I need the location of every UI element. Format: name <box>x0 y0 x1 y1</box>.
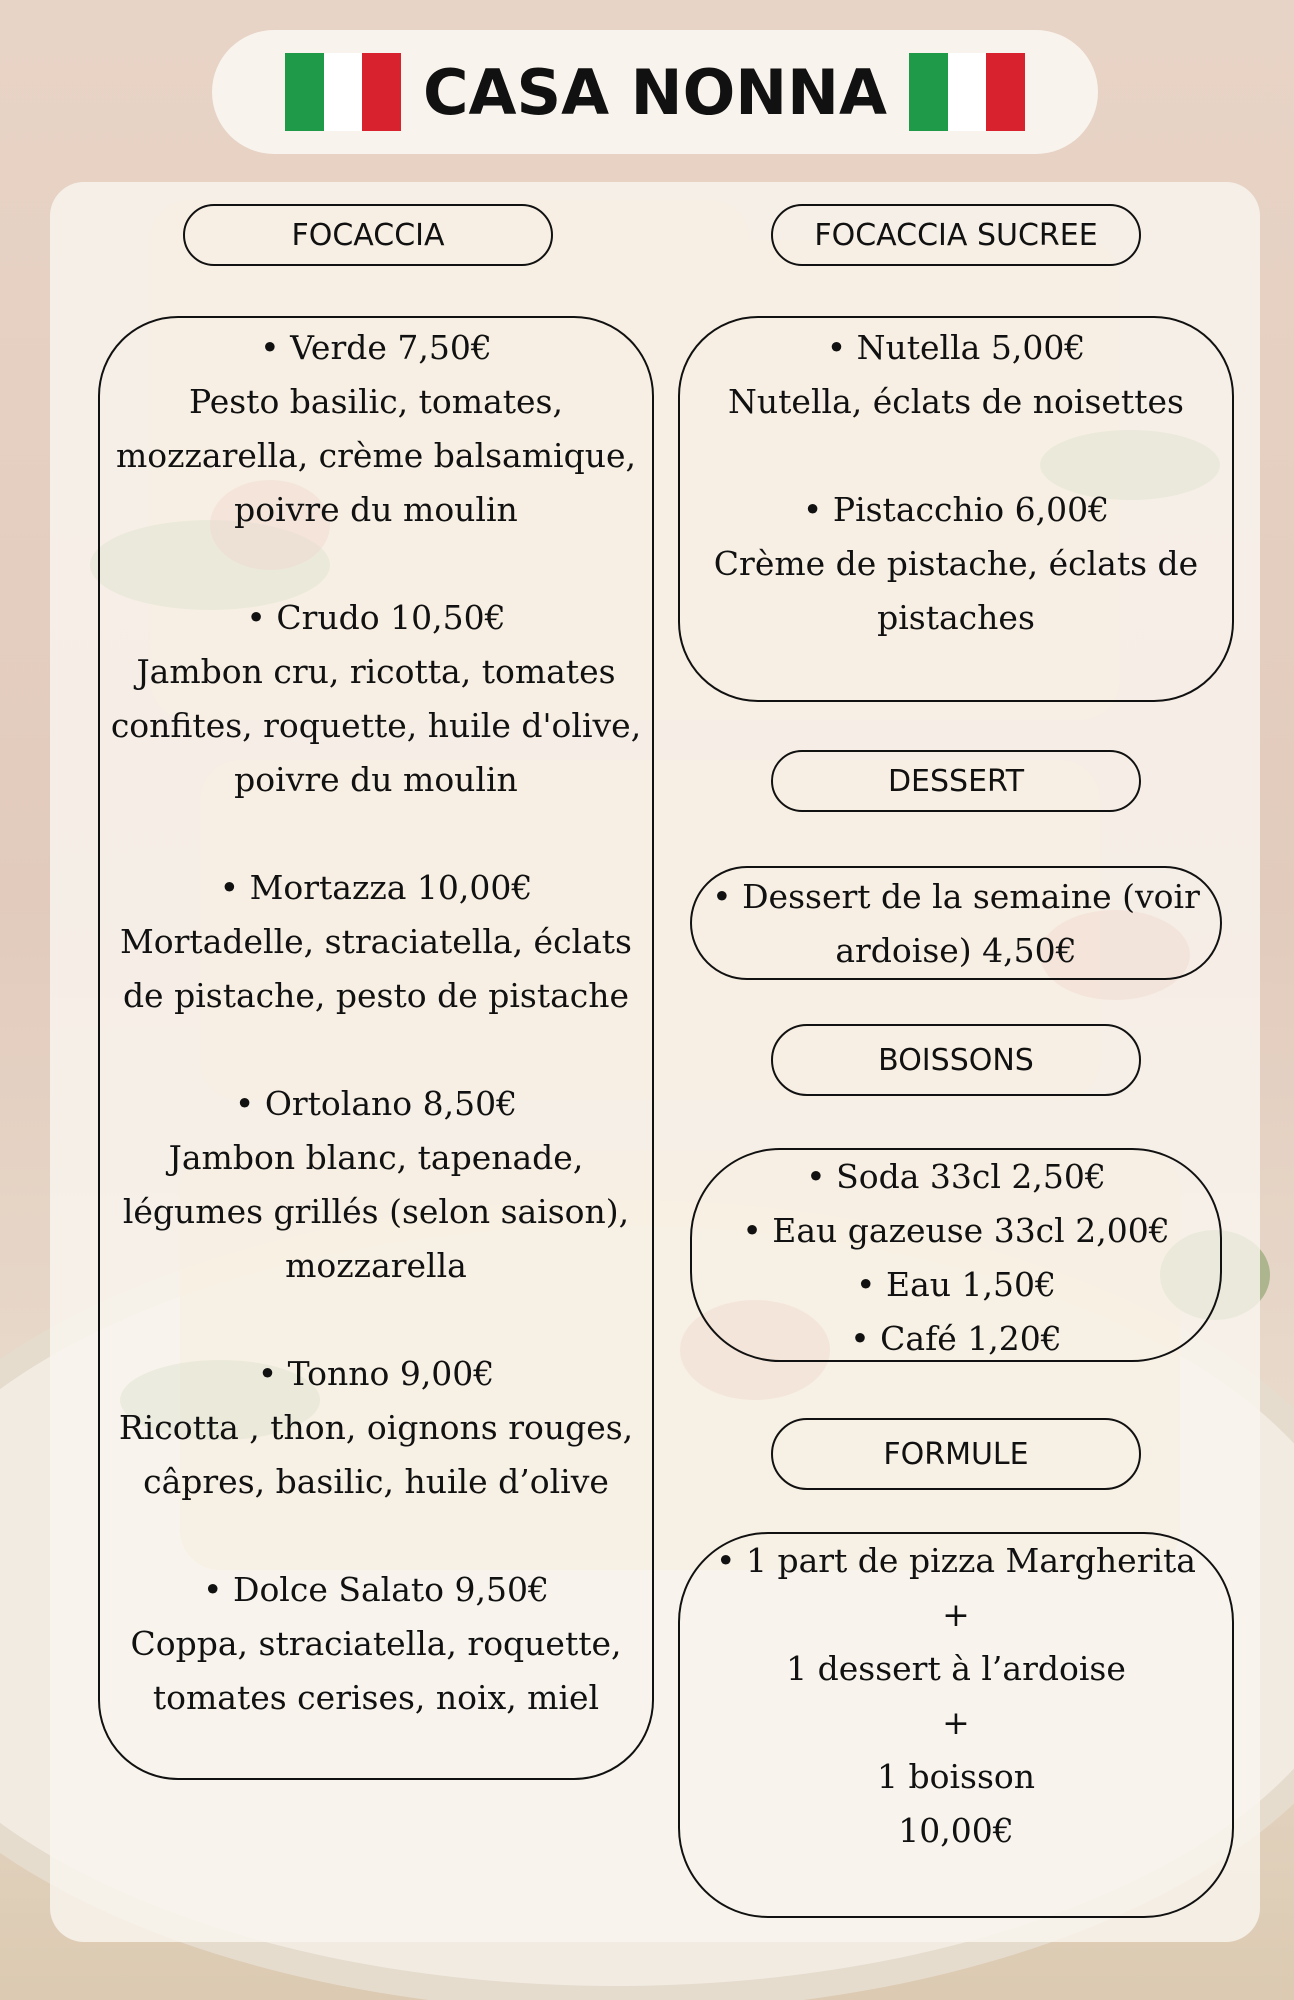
formule-price: 10,00€ <box>898 1811 1014 1850</box>
dessert-item: ardoise) 4,50€ <box>835 931 1077 970</box>
item-description: tomates cerises, noix, miel <box>152 1678 600 1717</box>
formule-line: + <box>942 1703 970 1742</box>
item-name: • Crudo 10,50€ <box>246 598 506 637</box>
item-name: • Tonno 9,00€ <box>257 1354 495 1393</box>
item-description: Mortadelle, straciatella, éclats <box>120 922 632 961</box>
item-description: pistaches <box>877 598 1035 637</box>
item-description: Coppa, straciatella, roquette, <box>130 1624 622 1663</box>
dessert-list <box>690 866 1222 980</box>
item-description: câpres, basilic, huile d’olive <box>143 1462 609 1501</box>
section-heading-dessert: DESSERT <box>771 750 1141 812</box>
restaurant-title: CASA NONNA <box>422 55 888 129</box>
section-heading-focaccia: FOCACCIA <box>183 204 553 266</box>
section-heading-boissons: BOISSONS <box>771 1024 1141 1096</box>
item-name: • Verde 7,50€ <box>260 328 492 367</box>
item-description: poivre du moulin <box>234 760 518 799</box>
italian-flag-icon <box>909 53 1025 131</box>
formule-line: + <box>942 1595 970 1634</box>
item-description: Crème de pistache, éclats de <box>713 544 1199 583</box>
item-name: • Nutella 5,00€ <box>826 328 1086 367</box>
menu-item-tonno <box>100 1347 652 1509</box>
section-heading-focaccia-sucree: FOCACCIA SUCREE <box>771 204 1141 266</box>
item-description: poivre du moulin <box>234 490 518 529</box>
boissons-list <box>690 1148 1222 1362</box>
dessert-item: • Dessert de la semaine (voir <box>712 877 1200 916</box>
menu-item-ortolano <box>100 1077 652 1293</box>
item-description: Ricotta , thon, oignons rouges, <box>118 1408 634 1447</box>
drink-item: • Soda 33cl 2,50€ <box>806 1157 1106 1196</box>
menu-item-pistacchio <box>680 483 1232 645</box>
item-description: Jambon cru, ricotta, tomates <box>136 652 616 691</box>
focaccia-sucree-list <box>678 316 1234 702</box>
italian-flag-icon <box>285 53 401 131</box>
item-description: mozzarella, crème balsamique, <box>116 436 636 475</box>
menu-item-dolce-salato <box>100 1563 652 1725</box>
item-name: • Mortazza 10,00€ <box>219 868 533 907</box>
item-name: • Dolce Salato 9,50€ <box>203 1570 549 1609</box>
menu-item-mortazza <box>100 861 652 1023</box>
item-name: • Ortolano 8,50€ <box>234 1084 518 1123</box>
menu-header <box>212 30 1098 154</box>
formule-line: 1 boisson <box>876 1757 1036 1796</box>
section-heading-formule: FORMULE <box>771 1418 1141 1490</box>
item-description: Jambon blanc, tapenade, <box>168 1138 584 1177</box>
item-description: Nutella, éclats de noisettes <box>728 382 1184 421</box>
menu-item-nutella <box>680 321 1232 429</box>
formule-line: • 1 part de pizza Margherita <box>716 1541 1196 1580</box>
formule-line: 1 dessert à l’ardoise <box>786 1649 1126 1688</box>
drink-item: • Eau 1,50€ <box>856 1265 1056 1304</box>
item-description: mozzarella <box>285 1246 467 1285</box>
item-description: de pistache, pesto de pistache <box>122 976 630 1015</box>
drink-item: • Eau gazeuse 33cl 2,00€ <box>742 1211 1170 1250</box>
item-description: confites, roquette, huile d'olive, <box>110 706 642 745</box>
focaccia-list <box>98 316 654 1780</box>
item-description: légumes grillés (selon saison), <box>122 1192 630 1231</box>
drink-item: • Café 1,20€ <box>850 1319 1062 1358</box>
formule-box <box>678 1532 1234 1918</box>
item-name: • Pistacchio 6,00€ <box>802 490 1110 529</box>
menu-item-verde <box>100 321 652 537</box>
item-description: Pesto basilic, tomates, <box>189 382 563 421</box>
menu-item-crudo <box>100 591 652 807</box>
